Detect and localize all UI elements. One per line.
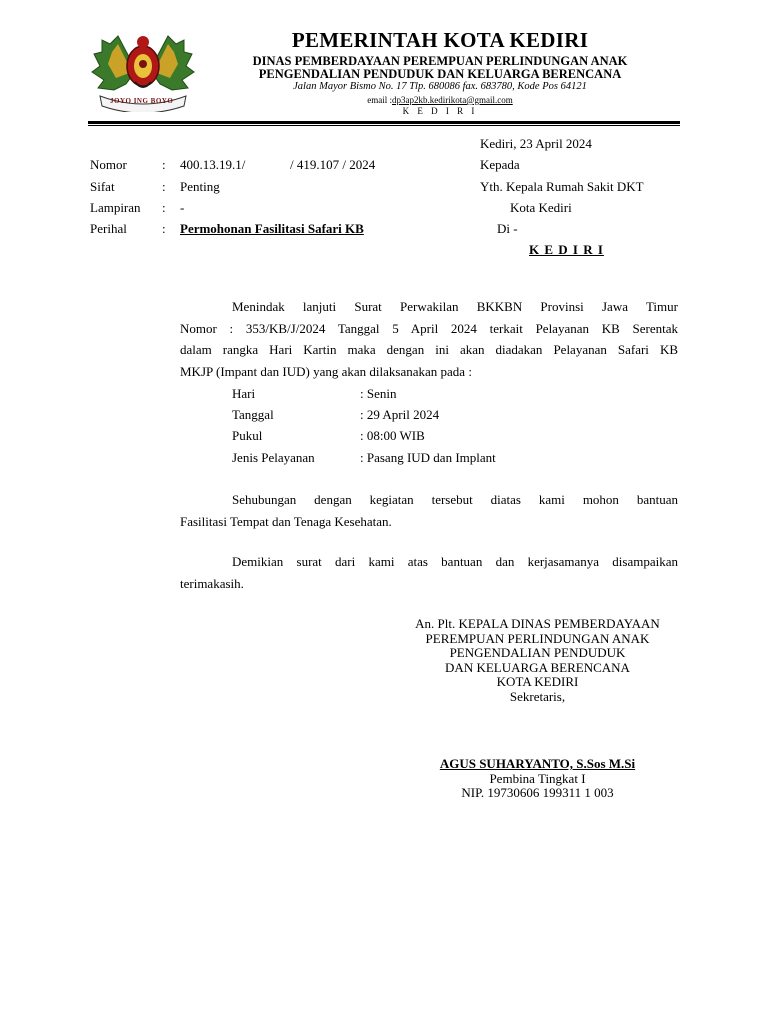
- signature-title-line-2: PEREMPUAN PERLINDUNGAN ANAK: [425, 630, 650, 646]
- body-paragraph-3: [180, 551, 678, 594]
- body-paragraph-1: [180, 296, 678, 382]
- signatory-rank: Pembina Tingkat I: [489, 770, 586, 786]
- meta-label-perihal: Perihal: [90, 221, 127, 236]
- letterhead-divider-thick: [88, 121, 680, 124]
- recipient-kepada: Kepada: [480, 157, 520, 172]
- recipient-place: K E D I R I: [529, 242, 604, 257]
- signature-block: [370, 617, 705, 704]
- body-p3-line-2: terimakasih.: [180, 575, 244, 591]
- signature-role: Sekretaris,: [509, 688, 566, 704]
- recipient-city: Kota Kediri: [510, 200, 572, 215]
- body-paragraph-2: [180, 489, 678, 532]
- detail-label-tanggal: Tanggal: [232, 407, 274, 422]
- body-p1-line-3: dalam rangka Hari Kartin maka dengan ini akan diadakan Pelayanan Safari KB: [180, 342, 678, 357]
- letterhead-divider-thin: [88, 125, 680, 126]
- signatory-nip: NIP. 19730606 199311 1 003: [461, 785, 614, 800]
- email-label: email :: [367, 95, 392, 105]
- meta-sep: :: [162, 221, 166, 236]
- signature-title-line-5: KOTA KEDIRI: [496, 674, 579, 689]
- body-p2-line-1: Sehubungan dengan kegiatan tersebut diatas kami mohon bantuan: [232, 492, 678, 507]
- detail-value-jenis-pelayanan: : Pasang IUD dan Implant: [360, 450, 496, 465]
- meta-value-sifat: Penting: [180, 179, 220, 194]
- meta-value-lampiran: -: [180, 200, 185, 215]
- detail-value-tanggal: : 29 April 2024: [360, 407, 440, 422]
- signatory-name: AGUS SUHARYANTO, S.Sos M.Si: [439, 756, 636, 771]
- meta-label-sifat: Sifat: [90, 179, 115, 194]
- signature-title-line-1: An. Plt. KEPALA DINAS PEMBERDAYAAN: [415, 616, 660, 631]
- detail-label-hari: Hari: [232, 386, 256, 401]
- meta-value-perihal: Permohonan Fasilitasi Safari KB: [180, 221, 364, 236]
- agency-address: Jalan Mayor Bismo No. 17 Tlp. 680086 fax. 683780, Kode Pos 64121: [293, 81, 587, 92]
- recipient-di: Di -: [497, 221, 518, 236]
- signature-title-line-3: PENGENDALIAN PENDUDUK: [449, 645, 626, 660]
- body-p1-line-2: Nomor : 353/KB/J/2024 Tanggal 5 April 2024 terkait Pelayanan KB Serentak: [180, 320, 678, 336]
- meta-sep: :: [162, 200, 166, 215]
- body-p1-line-4: MKJP (Impant dan IUD) yang akan dilaksanakan pada :: [180, 363, 472, 379]
- body-p3-line-1: Demikian surat dari kami atas bantuan dan kerjasamanya disampaikan: [232, 554, 678, 569]
- meta-sep: :: [162, 179, 166, 194]
- email-address-link[interactable]: dp3ap2kb.kedirikota@gmail.com: [391, 95, 513, 105]
- detail-label-pukul: Pukul: [232, 428, 263, 443]
- agency-name-line-2: PENGENDALIAN PENDUDUK DAN KELUARGA BERENCANA: [258, 67, 622, 81]
- meta-label-nomor: Nomor: [90, 157, 127, 172]
- city-coat-of-arms-logo: [88, 30, 198, 112]
- meta-value-nomor-a: 400.13.19.1/: [180, 157, 246, 172]
- letter-date: Kediri, 23 April 2024: [480, 136, 592, 151]
- detail-label-jenis-pelayanan: Jenis Pelayanan: [232, 450, 315, 465]
- meta-label-lampiran: Lampiran: [90, 200, 141, 215]
- government-title: PEMERINTAH KOTA KEDIRI: [291, 28, 589, 52]
- detail-value-pukul: : 08:00 WIB: [360, 428, 425, 443]
- body-p2-line-2: Fasilitasi Tempat dan Tenaga Kesehatan.: [180, 513, 392, 529]
- body-p1-line-1: Menindak lanjuti Surat Perwakilan BKKBN Provinsi Jawa Timur: [232, 299, 678, 314]
- detail-value-hari: : Senin: [360, 386, 397, 401]
- meta-sep: :: [162, 157, 166, 172]
- agency-name-line-1: DINAS PEMBERDAYAAN PEREMPUAN PERLINDUNGAN ANAK: [252, 54, 628, 68]
- logo-motto-text: JOYO ING BOYO: [110, 97, 174, 105]
- signatory-block: [370, 757, 705, 801]
- agency-email-line: [200, 95, 680, 105]
- letterhead-city: K E D I R I: [402, 106, 478, 116]
- meta-value-nomor-b: / 419.107 / 2024: [290, 157, 376, 172]
- signature-title-line-4: DAN KELUARGA BERENCANA: [445, 659, 630, 675]
- recipient-addressee: Yth. Kepala Rumah Sakit DKT: [480, 179, 644, 194]
